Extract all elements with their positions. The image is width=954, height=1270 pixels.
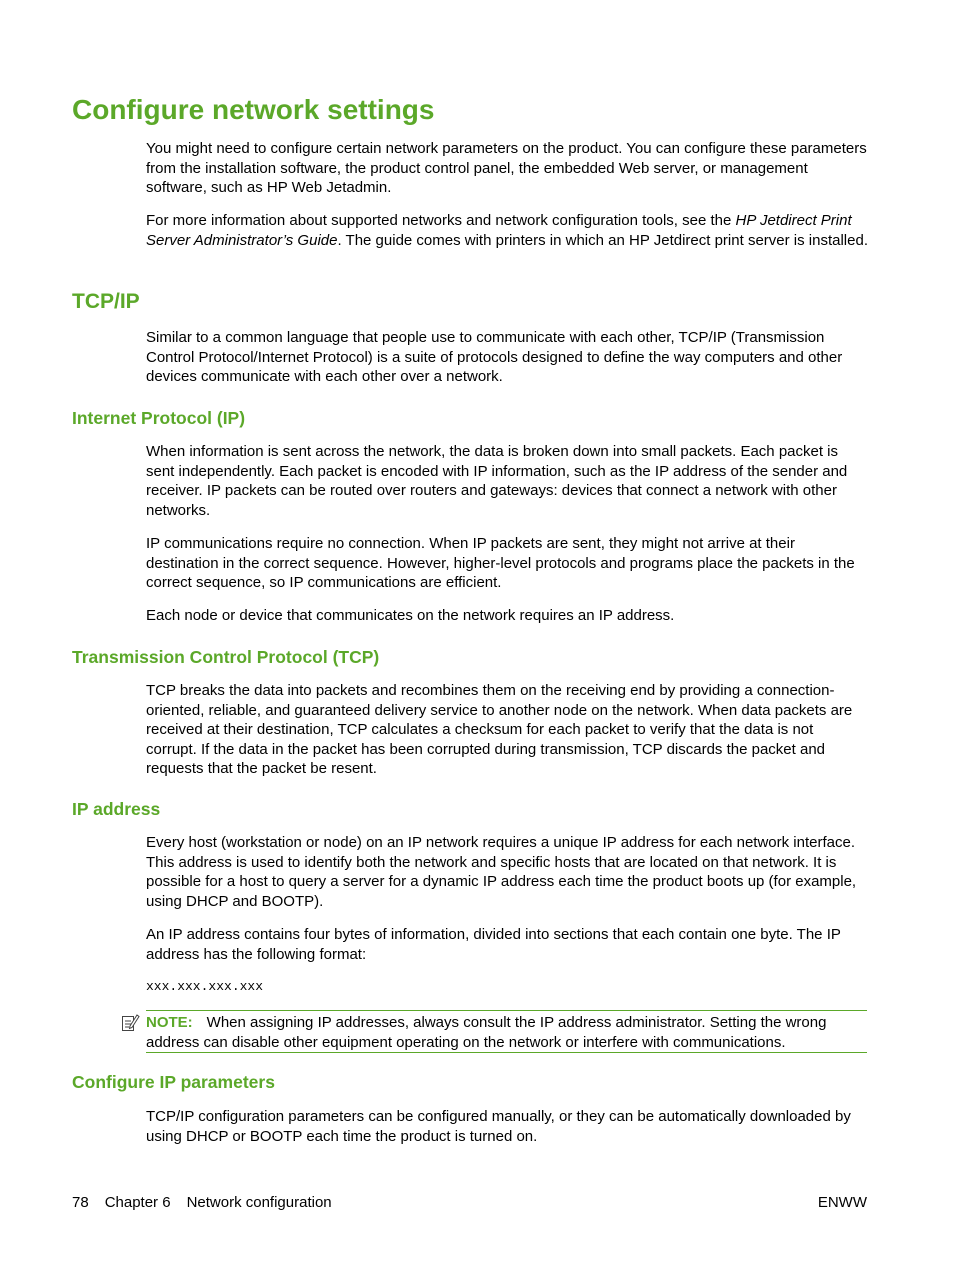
- tcpip-paragraph: Similar to a common language that people use to communicate with each other, TCP/IP (Transmission Control Protocol/Internet Protocol) is a suite of protocols designed to define the way computers and other devices communicate with each other over a network.: [146, 329, 843, 385]
- note-text: [146, 1013, 867, 1052]
- page-title: Configure network settings: [72, 94, 435, 125]
- ip-address-format: xxx.xxx.xxx.xxx: [146, 979, 264, 994]
- intro-paragraph-2: [146, 211, 868, 250]
- note-label: NOTE:: [146, 1014, 193, 1031]
- section-heading-tcp: Transmission Control Protocol (TCP): [72, 647, 380, 667]
- footer-chapter-title: Network configuration: [186, 1194, 332, 1211]
- ip-paragraph-2: IP communications require no connection. When IP packets are sent, they might not arrive at their destination in the correct sequence. However, higher-level protocols and programs place the packets in the correct sequence, so IP communications are efficient.: [146, 535, 855, 591]
- intro-paragraph-2-post: . The guide comes with printers in which an HP Jetdirect print server is installed.: [337, 231, 868, 249]
- note-box: [146, 1010, 867, 1053]
- note-body: When assigning IP addresses, always consult the IP address administrator. Setting the wrong address can disable other equipment operating on the network or interfere with communications.: [146, 1014, 827, 1051]
- ip-paragraph-1: When information is sent across the network, the data is broken down into small packets. Each packet is sent independently. Each packet is encoded with IP information, such as the IP address of the sender and receiver. IP packets can be routed over routers and gateways: devices that connect a network with other networks.: [146, 443, 848, 519]
- section-heading-configure-ip: Configure IP parameters: [72, 1072, 275, 1092]
- section-heading-ip: Internet Protocol (IP): [72, 408, 246, 428]
- section-heading-tcpip: TCP/IP: [72, 290, 140, 313]
- ip-paragraph-3: Each node or device that communicates on the network requires an IP address.: [146, 607, 675, 624]
- ip-address-paragraph-2: An IP address contains four bytes of information, divided into sections that each contain one byte. The IP address has the following format:: [146, 926, 841, 963]
- intro-paragraph-2-pre: For more information about supported networks and network configuration tools, see the: [146, 212, 736, 229]
- footer-edition: ENWW: [817, 1194, 867, 1211]
- intro-paragraph-1: You might need to configure certain network parameters on the product. You can configure these parameters from the installation software, the product control panel, the embedded Web server, or management software, such as HP Web Jetadmin.: [146, 140, 867, 196]
- page-number: 78: [72, 1194, 89, 1211]
- footer-left: [72, 1193, 332, 1212]
- tcp-paragraph: TCP breaks the data into packets and recombines them on the receiving end by providing a connection-oriented, reliable, and guaranteed delivery service to another node on the network. When data packets are received at their destination, TCP calculates a checksum for each packet to verify that the data is not corrupt. If the data in the packet has been corrupted during transmission, TCP discards the packet and requests that the packet be resent.: [146, 682, 853, 777]
- ip-address-paragraph-1: Every host (workstation or node) on an IP network requires a unique IP address for each network interface. This address is used to identify both the network and specific hosts that are located on that network. It is possible for a host to query a server for a dynamic IP address each time the product boots up (for example, using DHCP and BOOTP).: [146, 834, 857, 910]
- configure-ip-paragraph: TCP/IP configuration parameters can be configured manually, or they can be automatically downloaded by using DHCP or BOOTP each time the product is turned on.: [146, 1108, 851, 1145]
- section-heading-ip-address: IP address: [72, 799, 161, 819]
- footer-chapter: Chapter 6: [104, 1194, 171, 1211]
- note-icon: [120, 1013, 140, 1033]
- guide-title: HP Jetdirect Print Server Administrator’s Guide: [146, 212, 852, 249]
